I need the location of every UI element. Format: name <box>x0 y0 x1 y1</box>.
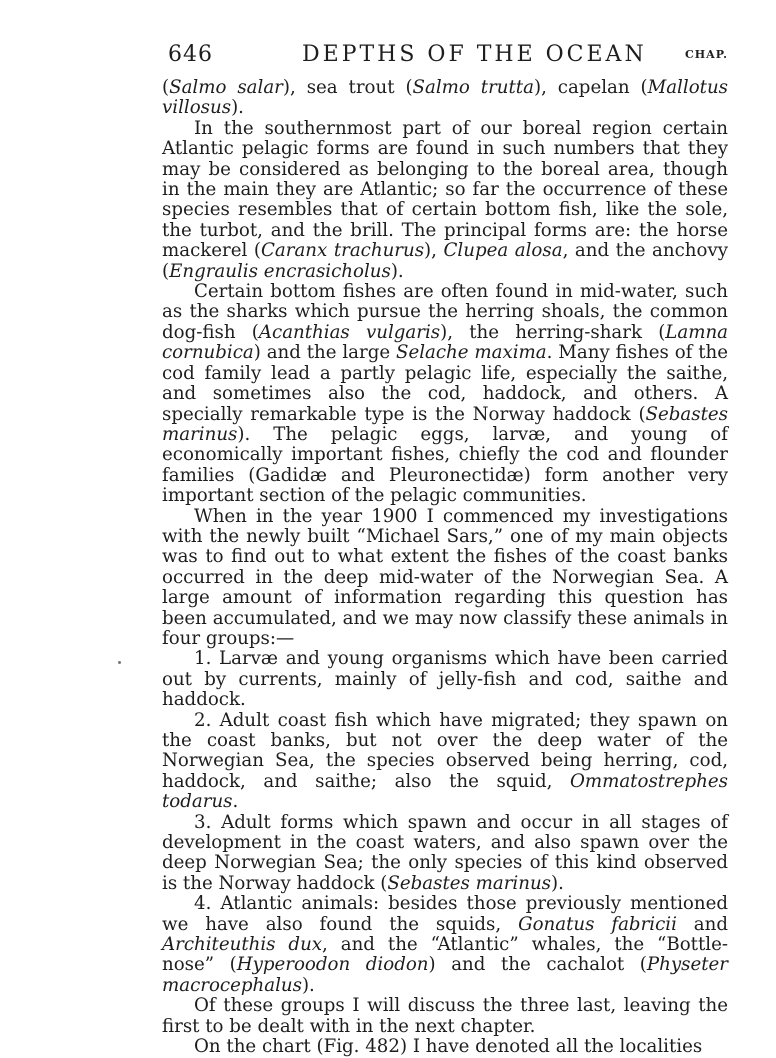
species-name: Gonatus fabricii <box>518 913 677 935</box>
paragraph <box>162 996 728 1037</box>
species-name: Lamna cornubica <box>162 321 729 364</box>
text-run: ) and the cachalot ( <box>428 954 647 976</box>
text-run: ). <box>551 872 564 894</box>
paragraph <box>162 78 728 119</box>
text-run: . <box>232 791 239 813</box>
margin-speck <box>118 661 121 664</box>
text-run: Certain bottom fishes are often found in mid-water, such as the sharks which pursue the herring shoals, the common dog-fish ( <box>162 281 728 343</box>
text-run: and <box>676 913 729 935</box>
text-run: ), the herring-shark ( <box>440 321 666 343</box>
chapter-abbrev: CHAP. <box>685 48 728 61</box>
species-name: Caranx trachurus <box>261 240 425 262</box>
species-name: Mallotus villosus <box>162 77 728 119</box>
species-name: Architeuthis dux <box>162 934 323 956</box>
species-name: Physeter macrocephalus <box>162 954 728 996</box>
text-run: When in the year 1900 I commenced my investigations with the newly built “Michael Sars,” one of my main objects was to find out to what extent the fishes of the coast banks occurred in the deep mid-water of the Norwegian Sea. A large amount of information regarding this question has been accumulated, and we may now classify these animals in four groups:— <box>162 505 728 649</box>
species-name: Clupea alosa <box>443 240 563 262</box>
species-name: Engraulis encrasicholus <box>169 260 391 282</box>
text-run: ). <box>301 974 315 996</box>
text-run: ), capelan ( <box>533 77 648 98</box>
paragraph <box>162 813 728 895</box>
text-run: ) and the large <box>253 342 396 364</box>
text-run: 3. Adult forms which spawn and occur in all stages of development in the coast waters, and also spawn over the deep Norwegian Sea; the only species of this kind observed is the Norway haddock ( <box>162 811 728 894</box>
species-name: Hyperoodon diodon <box>236 954 429 976</box>
page-header <box>162 38 728 78</box>
text-run: ). The pelagic eggs, larvæ, and young of economically important fishes, chiefly the cod and flounder families (Gadidæ and Pleuronectidæ) form another very important section of the pelagic communities. <box>162 423 728 507</box>
paragraph <box>162 711 728 813</box>
text-run: Of these groups I will discuss the three last, leaving the first to be dealt with in the next chapter. <box>162 995 728 1037</box>
paragraph <box>162 894 728 996</box>
paragraph <box>162 1037 728 1057</box>
text-run: 2. Adult coast fish which have migrated; they spawn on the coast banks, but not over the deep water of the Norwegian Sea, the species observed being herring, cod, haddock, and saithe; also the squid, <box>162 709 728 792</box>
species-name: Sebastes marinus <box>162 403 728 445</box>
species-name: Acanthias vulgaris <box>258 321 441 343</box>
text-run: ). <box>231 97 244 119</box>
paragraph <box>162 119 728 282</box>
text-run: ), <box>424 240 444 262</box>
text-run: ). <box>390 260 404 282</box>
species-name: Selache maxima <box>395 342 547 364</box>
text-run: ( <box>162 77 170 98</box>
paragraph <box>162 507 728 650</box>
text-run: On the chart (Fig. 482) I have denoted all the localities <box>194 1036 703 1058</box>
species-name: Ommatostrephes todarus <box>162 770 728 813</box>
text-run: 1. Larvæ and young organisms which have been carried out by currents, mainly of jelly-fish and cod, saithe and haddock. <box>162 648 728 711</box>
text-run: In the southernmost part of our boreal region certain Atlantic pelagic forms are found in such numbers that they may be considered as belonging to the boreal area, though in the main they are Atlantic; so far the occurrence of these species resembles that of certain bottom fish, like the sole, the turbot, and the brill. The principal forms are: the horse mackerel ( <box>162 117 728 262</box>
text-run: 4. Atlantic animals: besides those previously mentioned we have also found the squids, <box>162 893 728 935</box>
species-name: Salmo trutta <box>412 77 534 98</box>
page-number: 646 <box>168 42 213 67</box>
body-text <box>162 78 728 1058</box>
running-title: DEPTHS OF THE OCEAN <box>302 42 647 67</box>
species-name: Sebastes marinus <box>387 872 551 894</box>
text-run: ), sea trout ( <box>282 77 413 98</box>
book-page <box>162 38 728 1058</box>
species-name: Salmo salar <box>169 77 283 98</box>
paragraph <box>162 282 728 506</box>
text-run: , and the “Atlantic” whales, the “Bottle-nose” ( <box>162 934 728 976</box>
text-run: , and the anchovy ( <box>162 240 728 282</box>
text-run: . Many fishes of the cod family lead a partly pelagic life, especially the saithe, and sometimes also the cod, haddock, and others. A specially remarkable type is the Norway haddock ( <box>162 342 729 425</box>
paragraph <box>162 649 728 710</box>
